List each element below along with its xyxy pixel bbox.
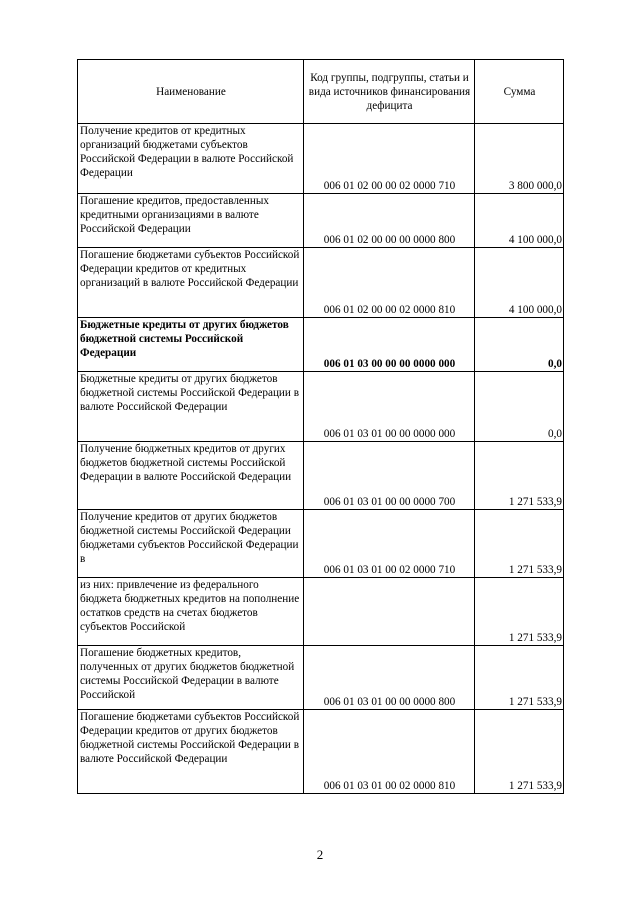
row-name: Получение бюджетных кредитов от других бюджетов бюджетной системы Российской Федерации в валюте Российской Федерации <box>78 442 304 510</box>
header-sum: Сумма <box>475 60 564 124</box>
table-row <box>78 318 564 372</box>
table-row <box>78 194 564 248</box>
row-sum: 1 271 533,9 <box>475 510 564 578</box>
header-name: Наименование <box>78 60 304 124</box>
row-sum: 1 271 533,9 <box>475 710 564 794</box>
row-code: 006 01 03 01 00 00 0000 700 <box>304 442 475 510</box>
row-name: Погашение кредитов, предоставленных кредитными организациями в валюте Российской Федерации <box>78 194 304 248</box>
row-sum: 1 271 533,9 <box>475 442 564 510</box>
page-number: 2 <box>316 847 324 862</box>
row-sum: 1 271 533,9 <box>475 646 564 710</box>
row-name: Получение кредитов от кредитных организаций бюджетами субъектов Российской Федерации в валюте Российской Федерации <box>78 124 304 194</box>
row-name: Бюджетные кредиты от других бюджетов бюджетной системы Российской Федерации в валюте Российской Федерации <box>78 372 304 442</box>
row-code: 006 01 03 01 00 02 0000 810 <box>304 710 475 794</box>
table-row <box>78 710 564 794</box>
row-code: 006 01 02 00 00 02 0000 810 <box>304 248 475 318</box>
row-name: Погашение бюджетами субъектов Российской Федерации кредитов от других бюджетов бюджетной системы Российской Федерации в валюте Российской Федерации <box>78 710 304 794</box>
row-code: 006 01 02 00 00 02 0000 710 <box>304 124 475 194</box>
row-code: 006 01 03 01 00 02 0000 710 <box>304 510 475 578</box>
row-name: Бюджетные кредиты от других бюджетов бюджетной системы Российской Федерации <box>78 318 304 372</box>
table-row <box>78 510 564 578</box>
table-row <box>78 442 564 510</box>
sources-table <box>77 59 564 794</box>
table-header-row <box>78 60 564 124</box>
row-sum: 1 271 533,9 <box>475 578 564 646</box>
row-name: Погашение бюджетами субъектов Российской Федерации кредитов от кредитных организаций в валюте Российской Федерации <box>78 248 304 318</box>
row-sum: 4 100 000,0 <box>475 248 564 318</box>
row-code: 006 01 03 01 00 00 0000 000 <box>304 372 475 442</box>
row-name: Погашение бюджетных кредитов, полученных от других бюджетов бюджетной системы Российской Федерации в валюте Российской <box>78 646 304 710</box>
row-code: 006 01 03 00 00 00 0000 000 <box>304 318 475 372</box>
row-sum: 3 800 000,0 <box>475 124 564 194</box>
header-code: Код группы, подгруппы, статьи и вида источников финансирования дефицита <box>304 60 475 124</box>
table-row <box>78 578 564 646</box>
row-code: 006 01 03 01 00 00 0000 800 <box>304 646 475 710</box>
row-sum: 0,0 <box>475 318 564 372</box>
row-code <box>304 578 475 646</box>
table-row <box>78 124 564 194</box>
row-sum: 0,0 <box>475 372 564 442</box>
row-name: из них: привлечение из федерального бюджета бюджетных кредитов на пополнение остатков средств на счетах бюджетов субъектов Российской <box>78 578 304 646</box>
table-row <box>78 646 564 710</box>
row-sum: 4 100 000,0 <box>475 194 564 248</box>
table-row <box>78 248 564 318</box>
row-code: 006 01 02 00 00 00 0000 800 <box>304 194 475 248</box>
row-name: Получение кредитов от других бюджетов бюджетной системы Российской Федерации бюджетами субъектов Российской Федерации в <box>78 510 304 578</box>
table-row <box>78 372 564 442</box>
